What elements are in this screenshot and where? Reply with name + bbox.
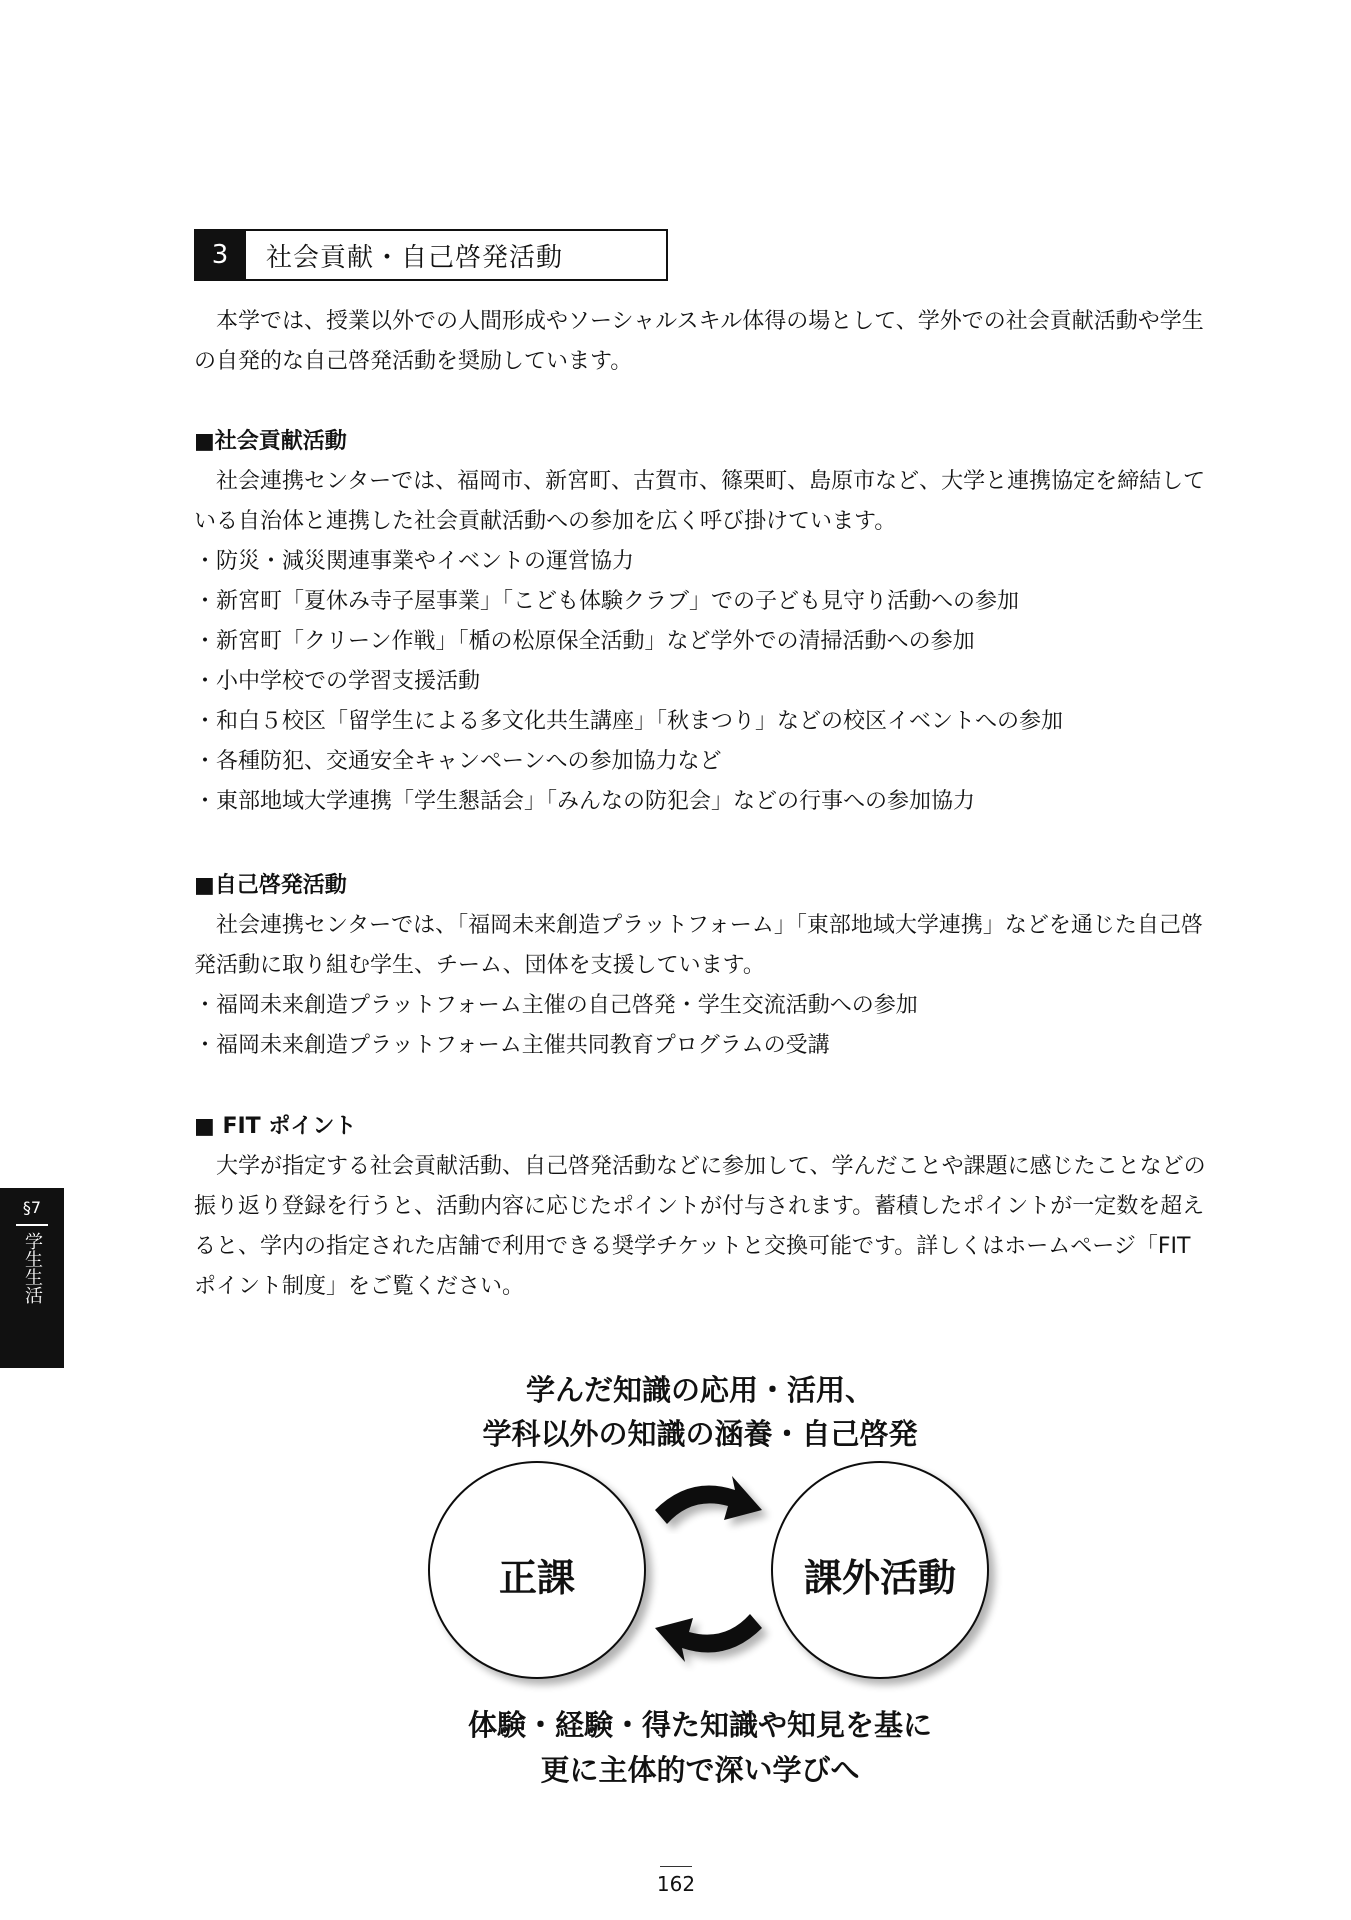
diagram-top-line-2: 学科以外の知識の涵養・自己啓発 <box>482 1417 918 1451</box>
intro-line-2: の自発的な自己啓発活動を奨励しています。 <box>194 349 633 374</box>
side-tab-title: 学生生活 <box>22 1232 43 1304</box>
social-line-2: いる自治体と連携した社会貢献活動への参加を広く呼び掛けています。 <box>194 509 897 534</box>
fit-line-2: 振り返り登録を行うと、活動内容に応じたポイントが付与されます。蓄積したポイントが一定数を超え <box>194 1194 1205 1219</box>
fit-line-3: ると、学内の指定された店舗で利用できる奨学チケットと交換可能です。詳しくはホームページ「FIT <box>194 1234 1191 1259</box>
intro-line-1: 本学では、授業以外での人間形成やソーシャルスキル体得の場として、学外での社会貢献活動や学生 <box>216 309 1204 334</box>
self-bullet: ・福岡未来創造プラットフォーム主催共同教育プログラムの受講 <box>194 1033 830 1058</box>
social-line-1: 社会連携センターでは、福岡市、新宮町、古賀市、篠栗町、島原市など、大学と連携協定を締結して <box>216 469 1206 494</box>
fit-line-4: ポイント制度」をご覧ください。 <box>194 1274 525 1299</box>
diagram-top-line-1: 学んだ知識の応用・活用、 <box>525 1373 874 1407</box>
social-bullet: ・和白５校区「留学生による多文化共生講座」「秋まつり」などの校区イベントへの参加 <box>194 709 1064 734</box>
social-bullet: ・東部地域大学連携「学生懇話会」「みんなの防犯会」などの行事への参加協力 <box>194 789 976 814</box>
self-line-2: 発活動に取り組む学生、チーム、団体を支援しています。 <box>194 953 765 978</box>
page-number: 162 <box>656 1872 696 1896</box>
social-heading: ■社会貢献活動 <box>194 429 347 454</box>
fit-line-1: 大学が指定する社会貢献活動、自己啓発活動などに参加して、学んだことや課題に感じたことなどの <box>216 1154 1206 1179</box>
diagram-bottom-line-1: 体験・経験・得た知識や知見を基に <box>467 1708 932 1742</box>
page-number-rule <box>660 1866 692 1867</box>
arrow-right-icon <box>655 1476 762 1524</box>
side-tab-section: §7 <box>22 1198 42 1217</box>
section-number: 3 <box>194 231 246 279</box>
self-line-1: 社会連携センターでは、「福岡未来創造プラットフォーム」「東部地域大学連携」などを通じた自己啓 <box>216 913 1203 938</box>
social-bullet: ・防災・減災関連事業やイベントの運営協力 <box>194 549 635 574</box>
fit-heading: ■ FIT ポイント <box>194 1114 357 1139</box>
social-bullet: ・新宮町「クリーン作戦」「楯の松原保全活動」など学外での清掃活動への参加 <box>194 629 975 654</box>
self-heading: ■自己啓発活動 <box>194 873 347 898</box>
social-bullet: ・小中学校での学習支援活動 <box>194 669 481 694</box>
circle-label-extracurricular: 課外活動 <box>803 1556 956 1600</box>
section-title: 社会貢献・自己啓発活動 <box>266 242 564 273</box>
self-bullet: ・福岡未来創造プラットフォーム主催の自己啓発・学生交流活動への参加 <box>194 993 918 1018</box>
social-bullet: ・各種防犯、交通安全キャンペーンへの参加協力など <box>194 749 722 774</box>
arrow-left-icon <box>655 1614 762 1662</box>
circle-label-curriculum: 正課 <box>498 1556 575 1600</box>
social-bullet: ・新宮町「夏休み寺子屋事業」「こども体験クラブ」での子ども見守り活動への参加 <box>194 589 1020 614</box>
diagram-bottom-line-2: 更に主体的で深い学びへ <box>540 1753 860 1787</box>
